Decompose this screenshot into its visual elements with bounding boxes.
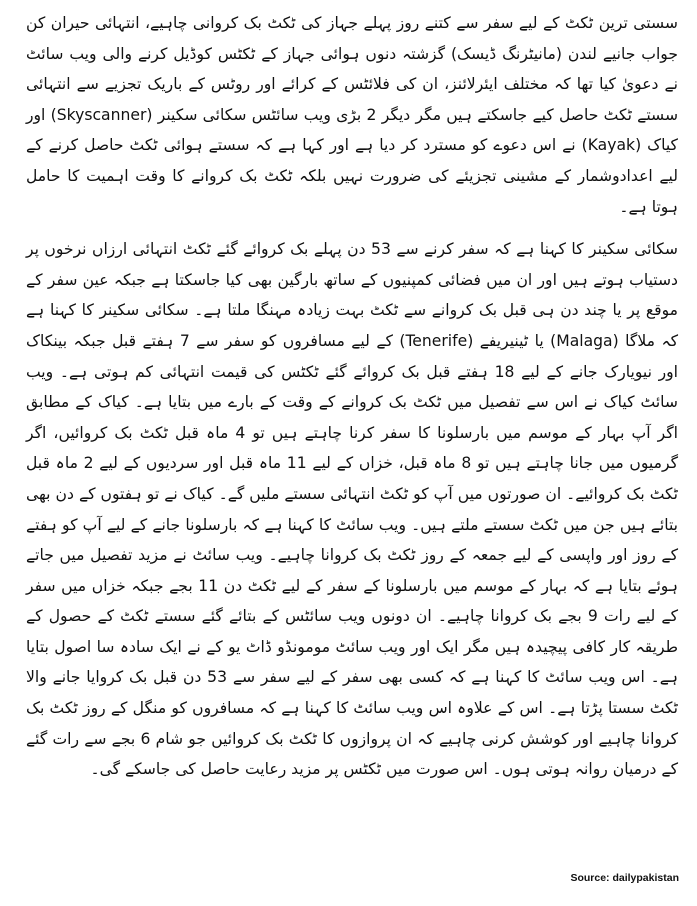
article-body	[26, 8, 678, 785]
article-paragraph-1: سستی ترین ٹکٹ کے لیے سفر سے کتنے روز پہلے جہاز کی ٹکٹ بک کروانی چاہیے، انتہائی حیران کن جواب جانیے لندن (مانیٹرنگ ڈیسک) گزشتہ دنوں ہوائی جہاز کے ٹکٹس کوڈیل کرنے والی ویب سائٹ نے دعویٰ کیا تھا کہ مختلف ایئرلائنز، ان کی فلائٹس کے کرائے اور روٹس کے باریک تجزیے سے انتہائی سستے ٹکٹ حاصل کیے جاسکتے ہیں مگر دیگر 2 بڑی ویب سائٹس سکائی سکینر (Skyscanner) اور کیاک (Kayak) نے اس دعوے کو مسترد کر دیا ہے اور کہا ہے کہ سستے ہوائی ٹکٹ حاصل کرنے کے لیے اعدادوشمار کے مشینی تجزیئے کی ضرورت نہیں بلکہ ٹکٹ بک کروانے کا وقت اہمیت کا حامل ہوتا ہے۔	[26, 14, 679, 216]
article-paragraph-2: سکائی سکینر کا کہنا ہے کہ سفر کرنے سے 53 دن پہلے بک کروائے گئے ٹکٹ انتہائی ارزاں نرخوں پر دستیاب ہوتے ہیں اور ان میں فضائی کمپنیوں کے ساتھ بارگین بھی کیا جاسکتا ہے جبکہ عین سفر کے موقع پر یا چند دن ہی قبل بک کروانے سے ٹکٹ بہت زیادہ مہنگا ملتا ہے۔ سکائی سکینر کا کہنا ہے کہ ملاگا (Malaga) یا ٹینیریفے (Tenerife) کے لیے مسافروں کو سفر سے 7 ہفتے قبل جبکہ بینکاک اور نیویارک جانے کے لیے 18 ہفتے قبل بک کروائے گئے ٹکٹس کی قیمت انتہائی کم ہوتی ہے۔ ویب سائٹ کیاک نے اس سے تفصیل میں ٹکٹ بک کروانے کے وقت کے بارے میں بتایا ہے۔ کیاک کے مطابق اگر آپ بہار کے موسم میں بارسلونا کا سفر کرنا چاہتے ہیں تو 4 ماہ قبل ٹکٹ بک کروائیں، اگر گرمیوں میں جانا چاہتے ہیں تو 8 ماہ قبل، خزاں کے لیے 11 ماہ قبل اور سردیوں کے لیے 2 ماہ قبل ٹکٹ بک کروائیے۔ ان صورتوں میں آپ کو ٹکٹ انتہائی سستے ملیں گے۔ کیاک نے تو ہفتوں کے دن بھی بتائے ہیں جن میں ٹکٹ سستے ملتے ہیں۔ ویب سائٹ کا کہنا ہے کہ بارسلونا جانے کے لیے آپ کو ہفتے کے روز اور واپسی کے لیے جمعہ کے روز ٹکٹ بک کروانا چاہیے۔ ویب سائٹ نے مزید تفصیل میں جاتے ہوئے بتایا ہے کہ بہار کے موسم میں بارسلونا کے سفر کے لیے ٹکٹ دن 11 بجے جبکہ خزاں میں سفر کے لیے رات 9 بجے بک کروانا چاہیے۔ ان دونوں ویب سائٹس کے بتائے گئے سستے ٹکٹ کے حصول کے طریقہ کار کافی پیچیدہ ہیں مگر ایک اور ویب سائٹ مومونڈو ڈاٹ یو کے نے ایک سادہ سا اصول بتایا ہے۔ اس ویب سائٹ کا کہنا ہے کہ کسی بھی سفر کے لیے سفر سے 53 دن قبل بک کروایا جانے والا ٹکٹ سستا پڑتا ہے۔ اس کے علاوہ اس ویب سائٹ کا کہنا ہے کہ مسافروں کو منگل کے روز ٹکٹ بک کروانا چاہیے اور کوشش کرنی چاہیے کہ ان پروازوں کا ٹکٹ بک کروائیں جو شام 6 بجے سے رات گئے کے درمیان روانہ ہوتی ہوں۔ اس صورت میں ٹکٹس پر مزید رعایت حاصل کی جاسکے گی۔	[26, 240, 679, 779]
source-credit: Source: dailypakistan	[570, 872, 679, 884]
